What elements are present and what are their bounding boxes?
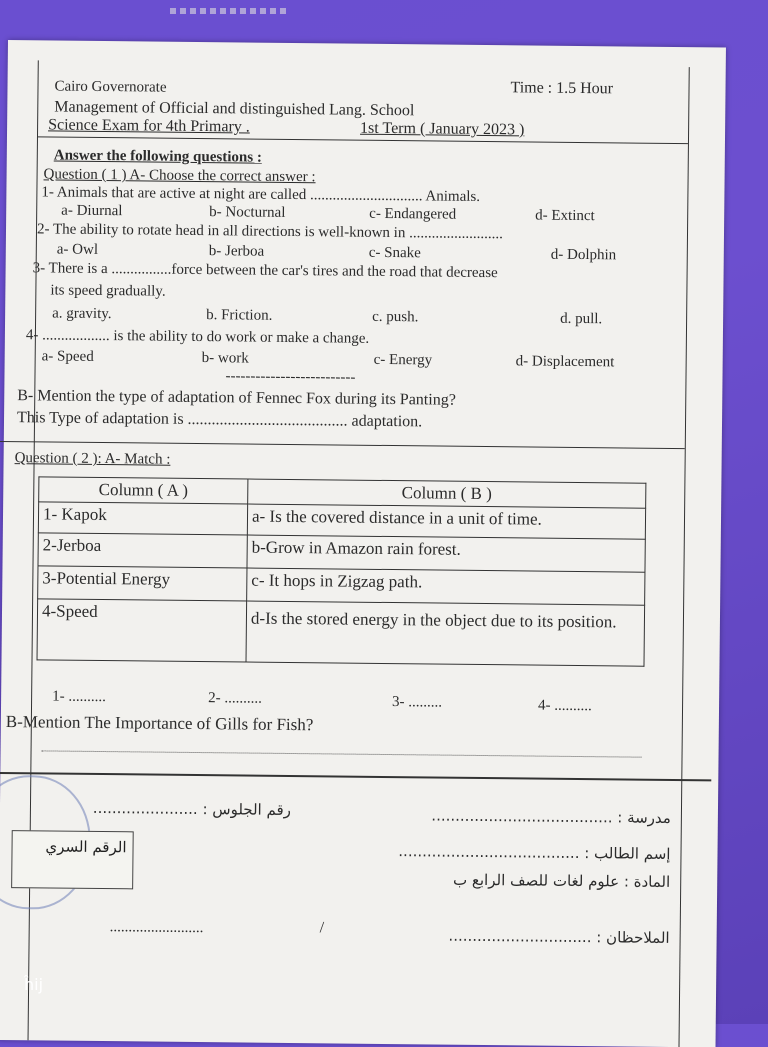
q1-item2-option-c: c- Snake <box>368 244 421 262</box>
exam-paper <box>0 40 726 1047</box>
secret-number-label: الرقم السري <box>45 837 127 857</box>
column-a-cell: 2-Jerboa <box>38 533 247 568</box>
q1-item1-option-a: a- Diurnal <box>61 202 123 220</box>
table-row <box>37 599 645 666</box>
observers-dots: ......................... <box>109 919 204 937</box>
q1-item4-option-b: b- work <box>201 350 249 367</box>
secret-number-box <box>11 830 134 889</box>
q1-item2-option-d: d- Dolphin <box>550 246 617 264</box>
seat-number-label: رقم الجلوس : ...................... <box>92 798 292 820</box>
term-text: 1st Term ( January 2023 ) <box>360 119 525 139</box>
observers-slash: / <box>319 919 325 937</box>
q1-item1-option-b: b- Nocturnal <box>209 204 286 221</box>
column-a-cell: 1- Kapok <box>38 502 247 535</box>
q1-divider <box>0 441 685 449</box>
q1-item3-stem: 3- There is a ................force between the car's tires and the road that decrease <box>32 260 498 282</box>
column-b-cell: c- It hops in Zigzag path. <box>247 568 645 605</box>
column-a-cell: 3-Potential Energy <box>38 566 247 601</box>
match-answer-1: 1- .......... <box>52 688 106 706</box>
match-table <box>37 476 647 666</box>
column-a-header: Column ( A ) <box>39 477 248 504</box>
column-b-cell: d-Is the stored energy in the object due to its position. <box>246 601 645 666</box>
q1-item1-stem: 1- Animals that are active at night are called .............................. Animals. <box>41 184 481 205</box>
q1-item1-option-d: d- Extinct <box>535 207 595 225</box>
subject-label: المادة : علوم لغات للصف الرابع ب <box>452 870 671 891</box>
match-answer-4: 4- .......... <box>537 697 592 715</box>
q1-item4-stem: 4- .................. is the ability to do work or make a change. <box>25 327 370 347</box>
column-b-cell: b-Grow in Amazon rain forest. <box>247 535 645 572</box>
school-name-label: مدرسة : ...................................... <box>431 806 671 827</box>
column-a-cell: 4-Speed <box>37 599 247 662</box>
q1-item3-option-a: a. gravity. <box>52 305 112 323</box>
q1-separator: -------------------------- <box>225 368 356 386</box>
q1-item3-stem-continued: its speed gradually. <box>50 282 166 300</box>
q1-item2-stem: 2- The ability to rotate head in all directions is well-known in ......................... <box>36 221 503 243</box>
instructions-heading: Answer the following questions : <box>53 147 262 166</box>
exam-title: Science Exam for 4th Primary . <box>48 116 250 136</box>
column-b-cell: a- Is the covered distance in a unit of time. <box>247 504 645 539</box>
q1-title: Question ( 1 ) A- Choose the correct answer : <box>43 166 316 186</box>
observers-label: الملاحظان : .............................. <box>448 926 670 947</box>
background-blur-strip <box>170 8 290 14</box>
governorate-text: Cairo Governorate <box>54 78 167 96</box>
student-name-label: إسم الطالب : ...................................... <box>398 842 671 863</box>
q1-item3-option-c: c. push. <box>372 308 419 326</box>
q1-item2-option-a: a- Owl <box>56 241 99 258</box>
footer-divider <box>0 772 711 782</box>
school-text: Management of Official and distinguished Lang. School <box>54 98 415 120</box>
q1-item2-option-b: b- Jerboa <box>208 243 265 260</box>
q1-item4-option-c: c- Energy <box>373 351 433 369</box>
watermark-text: ĥij <box>24 975 44 994</box>
q1-item3-option-d: d. pull. <box>560 310 603 328</box>
answer-line <box>42 750 642 757</box>
column-b-header: Column ( B ) <box>248 479 646 508</box>
match-answer-2: 2- .......... <box>208 690 262 707</box>
q2-title: Question ( 2 ): A- Match : <box>14 450 171 468</box>
q1-b-question: B- Mention the type of adaptation of Fennec Fox during its Panting? <box>17 387 456 409</box>
q1-item3-option-b: b. Friction. <box>206 307 273 324</box>
q1-item1-option-c: c- Endangered <box>369 205 457 223</box>
q2-b-question: B-Mention The Importance of Gills for Fish? <box>5 712 314 735</box>
time-text: Time : 1.5 Hour <box>510 79 614 98</box>
q1-b-answer: This Type of adaptation is ........................................ adaptation. <box>16 409 423 431</box>
match-answer-3: 3- ......... <box>392 694 443 711</box>
exam-frame <box>5 60 690 1047</box>
q1-item4-option-d: d- Displacement <box>515 353 615 371</box>
q1-item4-option-a: a- Speed <box>41 348 94 365</box>
